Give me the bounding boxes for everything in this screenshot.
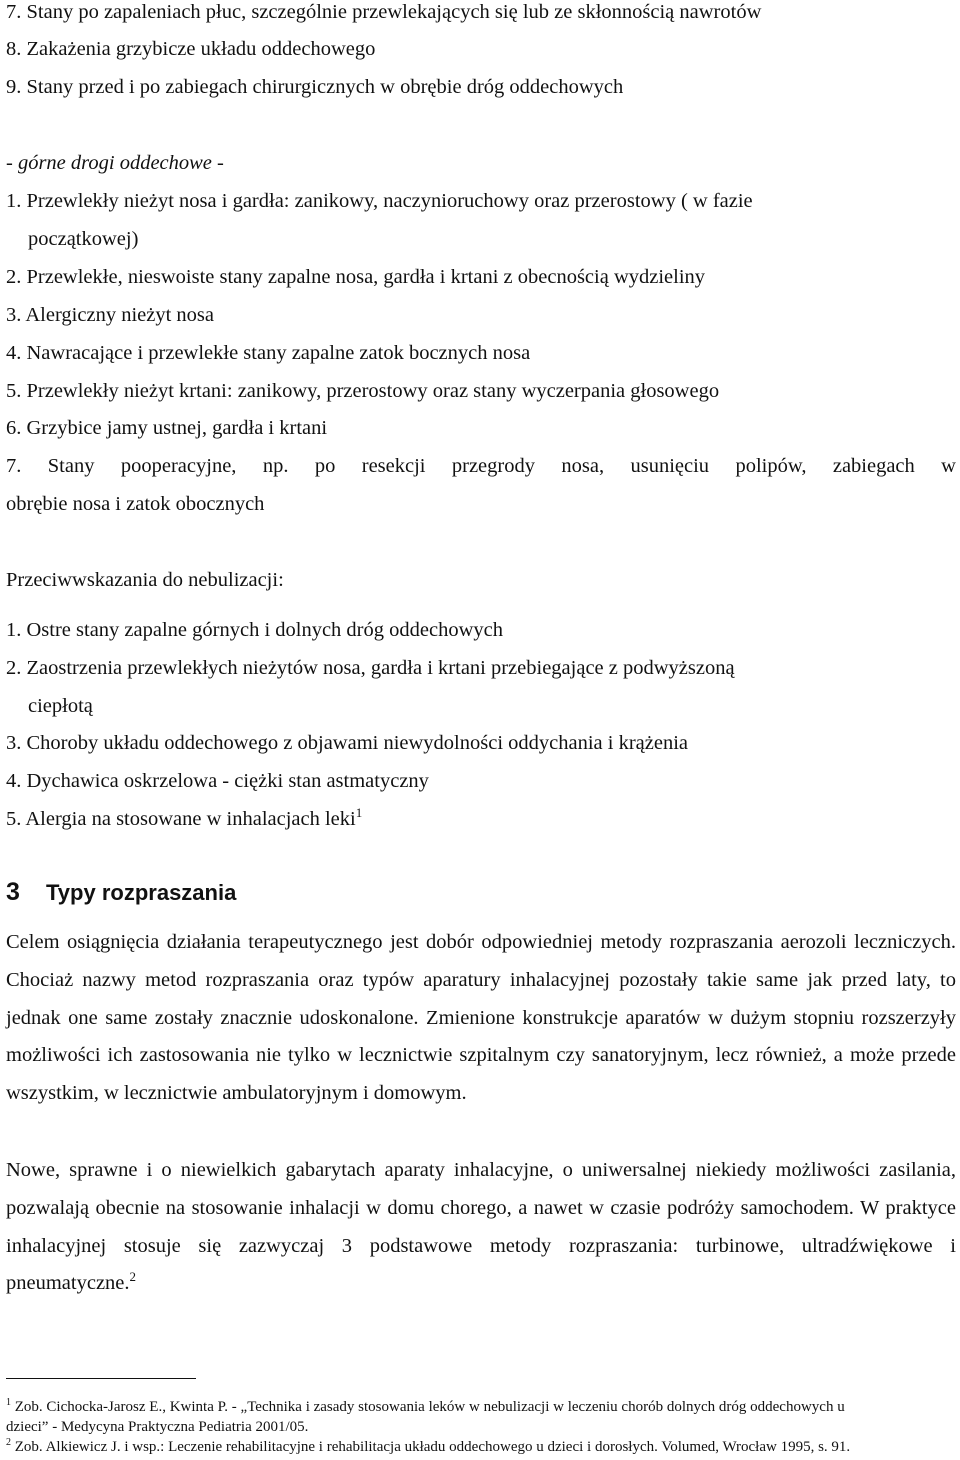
section-heading <box>6 878 236 907</box>
list-item <box>6 807 956 831</box>
footnote-ref[interactable]: 1 <box>355 805 363 821</box>
subsection-label: - górne drogi oddechowe - <box>6 152 224 174</box>
footnote-ref[interactable]: 2 <box>129 1269 137 1285</box>
list-item: 3. Choroby układu oddechowego z objawami niewydolności oddychania i krążenia <box>6 732 689 754</box>
list-item: 8. Zakażenia grzybicze układu oddechowego <box>6 38 376 60</box>
footnote-mark: 1 <box>6 1397 11 1408</box>
body-paragraph: Celem osiągnięcia działania terapeutycznego jest dobór odpowiedniej metody rozpraszania aerozoli leczniczych. Chociaż nazwy metod rozpraszania oraz typów aparatury inhalacyjnej pozostały takie same jak przed laty, to jednak one same zostały znacznie udoskonalone. Zmienione konstrukcje aparatów w dużym stopniu rozszerzyły możliwości ich zastosowania nie tylko w lecznictwie szpitalnym czy sanatoryjnym, lecz również, a może przede wszystkim, w lecznictwie ambulatoryjnym i domowym. <box>6 931 956 1105</box>
section-number: 3 <box>6 878 20 906</box>
list-item-text: 5. Alergia na stosowane w inhalacjach leki <box>6 808 356 830</box>
body-paragraph-text: Nowe, sprawne i o niewielkich gabarytach aparaty inhalacyjne, o uniwersalnej niekiedy możliwości zasilania, pozwalają obecnie na stosowanie inhalacji w domu chorego, a nawet w czasie podróży samochodem. W praktyce inhalacyjnej stosuje się zazwyczaj 3 podstawowe metody rozpraszania: turbinowe, ultradźwiękowe i pneumatyczne. <box>6 1159 956 1295</box>
footnote-text: Zob. Alkiewicz J. i wsp.: Leczenie rehabilitacyjne i rehabilitacja układu oddechowego u dzieci i dorosłych. Volumed, Wrocław 1995, s. 91. <box>11 1439 851 1455</box>
list-item: 2. Zaostrzenia przewlekłych nieżytów nosa, gardła i krtani przebiegające z podwyższoną <box>6 657 735 679</box>
footnote-mark: 2 <box>6 1437 11 1448</box>
list-item: 1. Przewlekły nieżyt nosa i gardła: zanikowy, naczynioruchowy oraz przerostowy ( w fazie <box>6 190 753 212</box>
list-item: 9. Stany przed i po zabiegach chirurgicznych w obrębie dróg oddechowych <box>6 76 624 98</box>
section-title: Typy rozpraszania <box>46 880 237 905</box>
footnote <box>6 1398 956 1417</box>
list-item: 3. Alergiczny nieżyt nosa <box>6 304 214 326</box>
list-item: 1. Ostre stany zapalne górnych i dolnych dróg oddechowych <box>6 619 503 641</box>
footnote-divider <box>6 1378 196 1379</box>
contraindications-title: Przeciwwskazania do nebulizacji: <box>6 569 284 591</box>
list-item-continuation: obrębie nosa i zatok obocznych <box>6 493 265 515</box>
body-paragraph <box>6 1152 956 1303</box>
footnote-text: Zob. Cichocka-Jarosz E., Kwinta P. - „Technika i zasady stosowania leków w nebulizacji w leczeniu chorób dolnych dróg oddechowych u <box>11 1399 845 1415</box>
list-item-continuation: ciepłotą <box>28 695 93 717</box>
footnote-continuation: dzieci” - Medycyna Praktyczna Pediatria 2001/05. <box>6 1419 309 1435</box>
list-item-continuation: początkowej) <box>28 228 139 250</box>
list-item: 5. Przewlekły nieżyt krtani: zanikowy, przerostowy oraz stany wyczerpania głosowego <box>6 380 720 402</box>
list-item: 4. Nawracające i przewlekłe stany zapalne zatok bocznych nosa <box>6 342 531 364</box>
list-item: 6. Grzybice jamy ustnej, gardła i krtani <box>6 417 328 439</box>
list-item: 7. Stany po zapaleniach płuc, szczególnie przewlekających się lub ze skłonnością nawrotów <box>6 1 762 23</box>
footnote <box>6 1438 956 1457</box>
list-item: 4. Dychawica oskrzelowa - ciężki stan astmatyczny <box>6 770 429 792</box>
list-item: 7. Stany pooperacyjne, np. po resekcji przegrody nosa, usunięciu polipów, zabiegach w <box>6 455 956 477</box>
list-item: 2. Przewlekłe, nieswoiste stany zapalne nosa, gardła i krtani z obecnością wydzieliny <box>6 266 706 288</box>
